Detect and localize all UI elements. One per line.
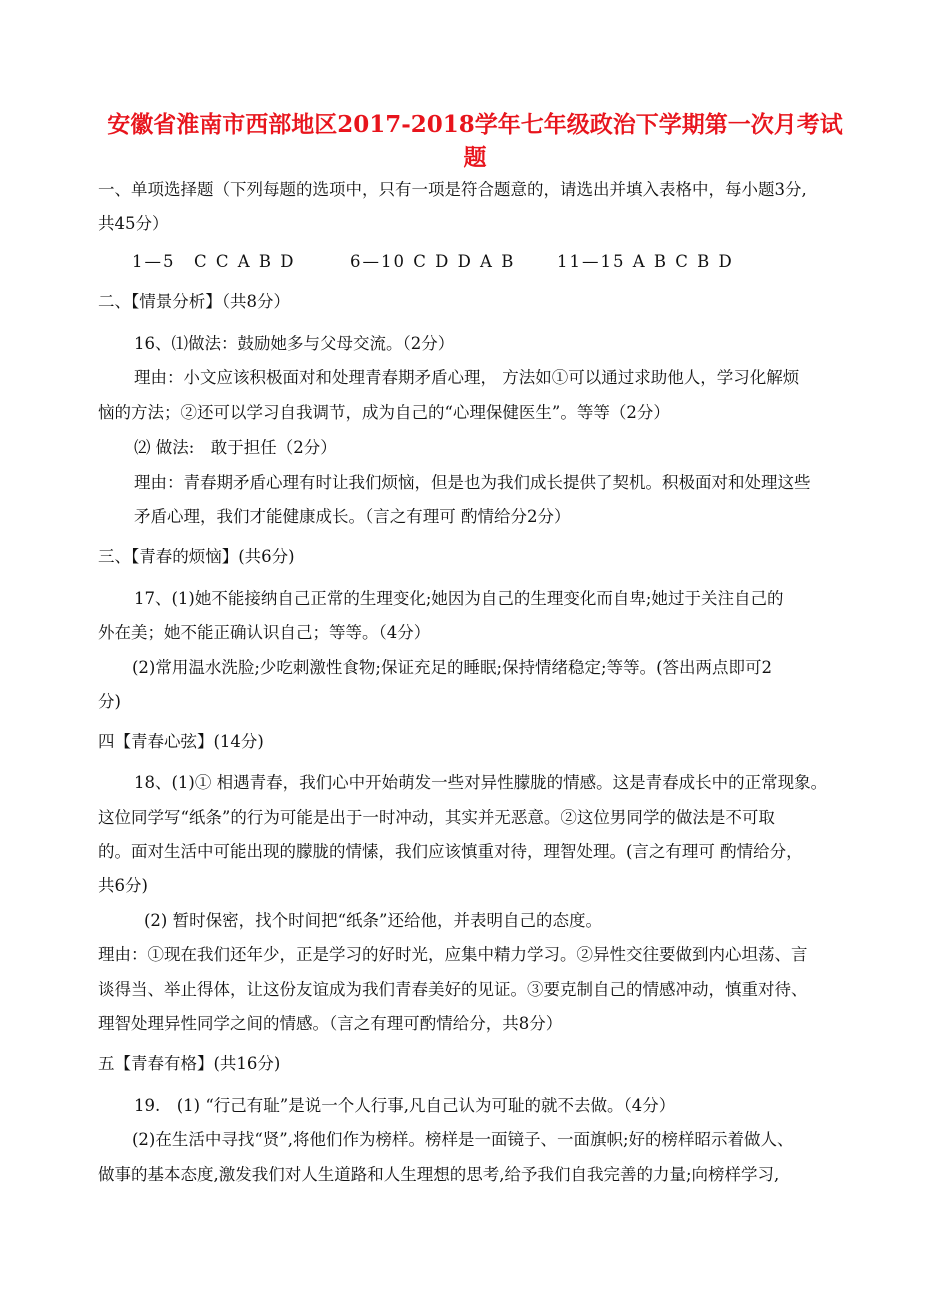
q18-reason-line1: 理由：①现在我们还年少，正是学习的好时光，应集中精力学习。②异性交往要做到内心坦荡、言 [98, 945, 808, 964]
section-1-header: 一、单项选择题（下列每题的选项中，只有一项是符合题意的，请选出并填入表格中，每小题3分, [98, 180, 807, 199]
q17-part2-line1: (2)常用温水洗脸;少吃刺激性食物;保证充足的睡眠;保持情绪稳定;等等。(答出两点即可2 [132, 658, 773, 677]
q18-part1-line2: 这位同学写“纸条”的行为可能是出于一时冲动，其实并无恶意。②这位男同学的做法是不可取 [98, 808, 775, 827]
section-3-header: 三、【青春的烦恼】(共6分) [98, 547, 295, 566]
q19-part1: 19. (1) “行己有耻”是说一个人行事,凡自己认为可耻的就不去做。（4分） [134, 1096, 676, 1115]
q16-reason1-line2: 恼的方法；②还可以学习自我调节，成为自己的“心理保健医生”。等等（2分） [98, 403, 670, 422]
answer-key-1-5: 1—5 C C A B D [132, 252, 296, 271]
q18-reason-line3: 理智处理异性同学之间的情感。（言之有理可酌情给分，共8分） [98, 1014, 563, 1033]
section-5-header: 五【青春有格】(共16分) [98, 1054, 281, 1073]
q17-part1-line2: 外在美；她不能正确认识自己；等等。（4分） [98, 623, 431, 642]
q17-part2-line2: 分) [98, 692, 121, 711]
q16-part1: 16、⑴做法：鼓励她多与父母交流。（2分） [134, 334, 455, 353]
q19-part2-line1: (2)在生活中寻找“贤”,将他们作为榜样。榜样是一面镜子、一面旗帜;好的榜样昭示着做人、 [132, 1130, 794, 1149]
q16-reason2-line1: 理由：青春期矛盾心理有时让我们烦恼，但是也为我们成长提供了契机。积极面对和处理这些 [134, 473, 811, 492]
answer-key-6-10: 6—10 C D D A B [350, 252, 516, 271]
title-line-2: 题 [463, 144, 487, 171]
q18-part2: (2) 暂时保密，找个时间把“纸条”还给他，并表明自己的态度。 [144, 911, 602, 930]
q18-part1-line3: 的。面对生活中可能出现的朦胧的情愫，我们应该慎重对待，理智处理。(言之有理可 酌情给分， [98, 842, 803, 861]
title-line-1: 安徽省淮南市西部地区2017-2018学年七年级政治下学期第一次月考试 [107, 111, 843, 138]
q17-part1-line1: 17、(1)她不能接纳自己正常的生理变化;她因为自己的生理变化而自卑;她过于关注自己的 [134, 589, 784, 608]
q19-part2-line2: 做事的基本态度,激发我们对人生道路和人生理想的思考,给予我们自我完善的力量;向榜样学习, [98, 1165, 780, 1184]
q16-reason2-line2: 矛盾心理，我们才能健康成长。（言之有理可 酌情给分2分） [134, 507, 571, 526]
q18-part1-line4: 共6分) [98, 876, 148, 895]
q16-reason1-line1: 理由：小文应该积极面对和处理青春期矛盾心理， 方法如①可以通过求助他人，学习化解烦 [134, 368, 800, 387]
document-title [60, 108, 890, 174]
section-4-header: 四【青春心弦】(14分) [98, 732, 264, 751]
section-1-header-cont: 共45分） [98, 214, 169, 233]
q16-part2: ⑵ 做法: 敢于担任（2分） [134, 438, 337, 457]
q18-part1-line1: 18、(1)① 相遇青春，我们心中开始萌发一些对异性朦胧的情感。这是青春成长中的正常现象。 [134, 773, 828, 792]
answer-key-11-15: 11—15 A B C B D [557, 252, 734, 271]
q18-reason-line2: 谈得当、举止得体，让这份友谊成为我们青春美好的见证。③要克制自己的情感冲动，慎重对待、 [98, 980, 808, 999]
section-2-header: 二、【情景分析】（共8分） [98, 292, 290, 311]
